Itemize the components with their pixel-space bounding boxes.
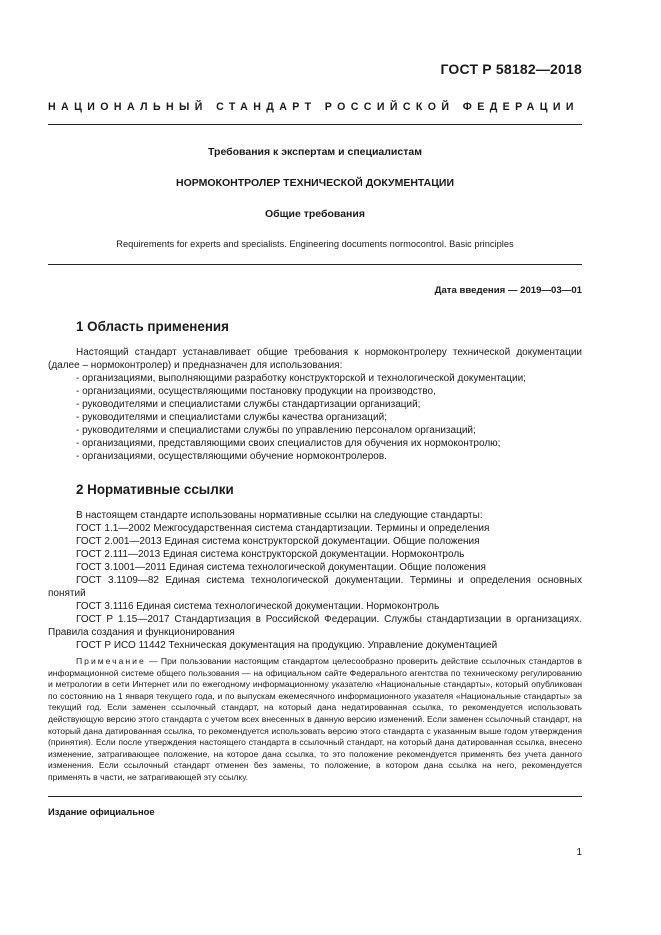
title-line-2: НОРМОКОНТРОЛЕР ТЕХНИЧЕСКОЙ ДОКУМЕНТАЦИИ [176, 177, 454, 189]
reference-item: ГОСТ 1.1—2002 Межгосударственная система стандартизации. Термины и определения [76, 523, 490, 534]
reference-item: ГОСТ Р 1.15—2017 Стандартизация в Российской Федерации. Службы стандартизации в организациях. Правила создания и функционирования [48, 614, 582, 638]
reference-item: ГОСТ 2.111—2013 Единая система конструкторской документации. Нормоконтроль [76, 549, 465, 560]
list-item: - руководителями и специалистами службы по управлению персоналом организаций; [76, 425, 476, 436]
note-text: — При пользовании настоящим стандартом целесообразно проверить действие ссылочных стандартов в информационной системе общего пользования — на официальном сайте Федерального агентства по техническому регулированию и метрологии в сети Интернет или по ежегодному информационному указателю «Национальные стандарты», который опубликован по состоянию на 1 января текущего года, и по выпускам ежемесячного информационного указателя «Национальные стандарты» за текущий год. Если заменен ссылочный стандарт, на который дана недатированная ссылка, то рекомендуется использовать действующую версию этого стандарта с учетом всех внесенных в данную версию изменений. Если заменен ссылочный стандарт, на который дана датированная ссылка, то рекомендуется использовать версию этого стандарта с указанным выше годом утверждения (принятия). Если после утверждения настоящего стандарта в ссылочный стандарт, на который дана датированная ссылка, внесено изменение, затрагивающее положение, на которое дана ссылка, то это положение рекомендуется применять без учета данного изменения. Если ссылочный стандарт отменен без замены, то положение, в котором дана ссылка на него, рекомендуется применять в части, не затрагивающей эту ссылку. [48, 656, 582, 782]
middle-rule [48, 264, 582, 265]
section-2-paragraph: В настоящем стандарте использованы нормативные ссылки на следующие стандарты: [76, 510, 483, 521]
list-item: - организациями, осуществляющими постановку продукции на производство, [76, 386, 436, 397]
reference-item: ГОСТ 3.1001—2011 Единая система технологической документации. Общие положения [76, 562, 486, 573]
introduction-date: Дата введения — 2019—03—01 [434, 285, 582, 296]
note-paragraph [48, 656, 582, 784]
english-title: Requirements for experts and specialists. Engineering documents normocontrol. Basic principles [116, 239, 514, 249]
list-item: - руководителями и специалистами службы качества организаций; [76, 412, 387, 423]
section-scope [48, 319, 582, 463]
title-block [48, 146, 582, 249]
title-line-1: Требования к экспертам и специалистам [208, 146, 422, 158]
title-line-3: Общие требования [265, 208, 365, 220]
reference-item: ГОСТ Р ИСО 11442 Техническая документация на продукцию. Управление документацией [76, 640, 498, 651]
reference-item: ГОСТ 3.1116 Единая система технологической документации. Нормоконтроль [76, 601, 440, 612]
list-item: - организациями, выполняющими разработку конструкторской и технологической документации; [76, 373, 526, 384]
reference-item: ГОСТ 2.001—2013 Единая система конструкторской документации. Общие положения [76, 536, 480, 547]
note-label: Примечание [76, 656, 146, 666]
section-2-heading: 2 Нормативные ссылки [76, 482, 234, 497]
bottom-rule [48, 796, 582, 797]
reference-item: ГОСТ 3.1109—82 Единая система технологической документации. Термины и определения основных понятий [48, 575, 582, 599]
national-standard-title: НАЦИОНАЛЬНЫЙ СТАНДАРТ РОССИЙСКОЙ ФЕДЕРАЦИИ [48, 101, 579, 113]
list-item: - руководителями и специалистами службы стандартизации организаций; [76, 399, 421, 410]
top-rule [48, 124, 582, 125]
section-1-paragraph: Настоящий стандарт устанавливает общие требования к нормоконтролеру технической документации (далее – нормоконтролер) и предназначен для использования: [48, 347, 582, 371]
page-number: 1 [576, 847, 582, 858]
edition-label: Издание официальное [48, 806, 155, 817]
standard-number: ГОСТ Р 58182—2018 [440, 61, 582, 77]
section-1-heading: 1 Область применения [76, 319, 229, 334]
list-item: - организациями, представляющими своих специалистов для обучения их нормоконтролю; [76, 438, 501, 449]
list-item: - организациями, осуществляющими обучение нормоконтролеров. [76, 451, 387, 462]
section-normative-references [48, 482, 582, 784]
